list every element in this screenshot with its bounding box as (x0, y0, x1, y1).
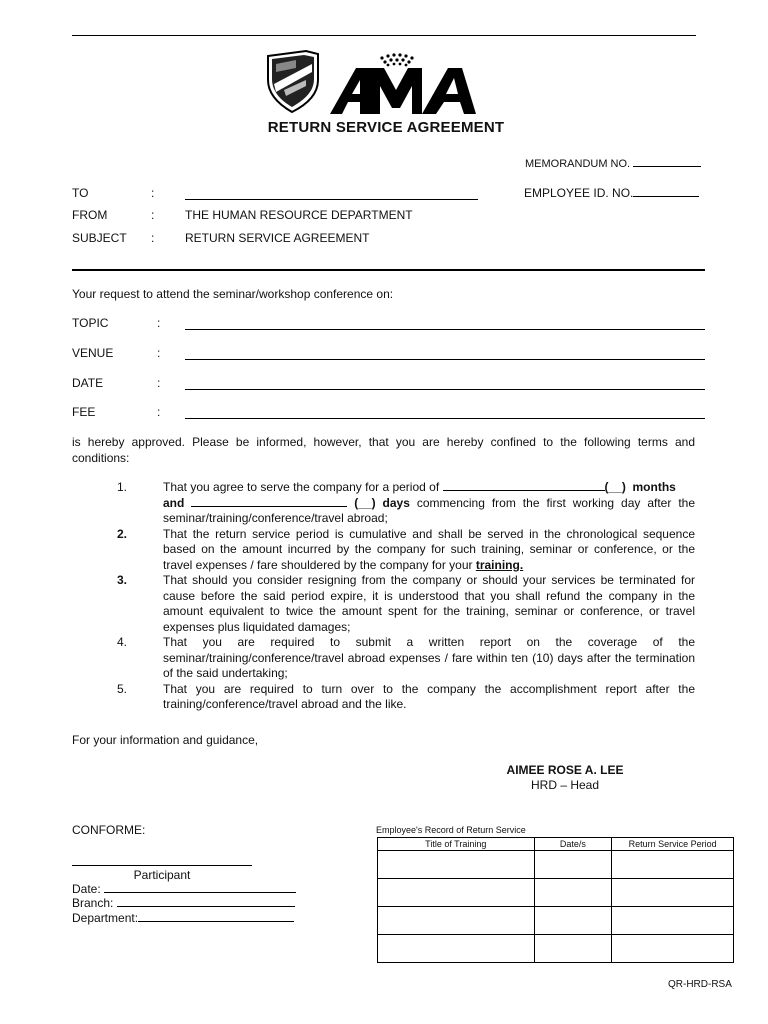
table-row (378, 935, 734, 963)
form-code: QR-HRD-RSA (668, 979, 732, 990)
date-colon: : (157, 376, 161, 390)
term-2-text: That the return service period is cumulative and shall be served in the chronological sequence based on the amount incurred by the company for such training, seminar or conference, or the travel expenses / fare shouldered by the company for your (163, 526, 695, 572)
term-item-1 (72, 480, 695, 527)
term-number: 2. (117, 526, 128, 541)
term-item-3 (72, 573, 695, 635)
term-number: 4. (117, 635, 128, 649)
topic-blank[interactable] (185, 329, 705, 330)
subject-value: RETURN SERVICE AGREEMENT (185, 231, 370, 245)
fee-blank[interactable] (185, 418, 705, 419)
venue-colon: : (157, 346, 161, 360)
conforme-date-label: Date: (72, 882, 101, 896)
term-item-5 (72, 682, 695, 713)
employee-id-blank[interactable] (633, 196, 699, 197)
term-number: 1. (117, 480, 128, 494)
table-cell[interactable] (378, 907, 535, 935)
days-blank[interactable] (191, 506, 347, 507)
ama-logo (266, 50, 478, 116)
term-2-emphasis: training. (475, 557, 524, 572)
column-header: Date/s (534, 838, 612, 851)
table-cell[interactable] (378, 851, 535, 879)
table-cell[interactable] (534, 879, 612, 907)
venue-label: VENUE (72, 346, 114, 360)
ama-wordmark-icon (330, 53, 476, 114)
header-divider (72, 269, 705, 271)
term-1-part-a: That you agree to serve the company for a period of (163, 480, 443, 494)
department-label: Department: (72, 911, 139, 925)
department-blank[interactable] (138, 921, 294, 922)
participant-label: Participant (133, 868, 191, 882)
from-value: THE HUMAN RESOURCE DEPARTMENT (185, 208, 413, 222)
fee-label: FEE (72, 405, 96, 419)
conforme-label: CONFORME: (72, 823, 146, 837)
to-colon: : (151, 186, 155, 200)
return-service-record-table (377, 837, 734, 963)
table-cell[interactable] (534, 851, 612, 879)
table-cell[interactable] (612, 935, 734, 963)
signatory-name: AIMEE ROSE A. LEE (506, 763, 624, 777)
term-text (163, 527, 695, 574)
branch-blank[interactable] (117, 906, 295, 907)
memorandum-number-field (525, 158, 701, 170)
branch-field (72, 896, 295, 910)
document-title: RETURN SERVICE AGREEMENT (267, 119, 505, 136)
table-header-row (378, 838, 734, 851)
from-label: FROM (72, 208, 108, 222)
to-label: TO (72, 186, 89, 200)
term-text: That should you consider resigning from the company or should your services be terminated for cause before the said period expire, it is understood that you shall refund the company in the amount equivalent to twice the amount spent for the training, seminar or conference, or travel expenses plus liquidated damages; (163, 573, 695, 634)
from-colon: : (151, 208, 155, 222)
date-blank[interactable] (185, 389, 705, 390)
date-label: DATE (72, 376, 104, 390)
conforme-date-blank[interactable] (104, 892, 296, 893)
memorandum-blank[interactable] (633, 166, 701, 167)
column-header: Return Service Period (612, 838, 734, 851)
table-row (378, 851, 734, 879)
record-title: Employee's Record of Return Service (376, 825, 526, 835)
topic-label: TOPIC (72, 316, 109, 330)
term-text (163, 480, 695, 527)
department-field (72, 911, 294, 925)
term-number: 5. (117, 681, 128, 696)
table-cell[interactable] (612, 879, 734, 907)
table-cell[interactable] (378, 879, 535, 907)
employee-id-field (524, 186, 699, 200)
employee-id-label: EMPLOYEE ID. NO. (524, 186, 634, 200)
table-row (378, 879, 734, 907)
table-cell[interactable] (612, 907, 734, 935)
term-1-months: (__) months (604, 480, 676, 494)
memorandum-label: MEMORANDUM NO. (525, 158, 631, 170)
closing-text: For your information and guidance, (72, 733, 259, 747)
approval-text: is hereby approved. Please be informed, however, that you are hereby confined to the following terms and conditions: (72, 435, 695, 465)
branch-label: Branch: (72, 896, 114, 910)
term-1-part-e: commencing from the first working day after the seminar/training/conference/travel abroad; (163, 495, 695, 525)
top-rule (72, 35, 696, 36)
term-1-and: and (163, 495, 192, 510)
term-text: That you are required to turn over to the company the accomplishment report after the training/conference/travel abroad and the like. (163, 681, 695, 711)
months-blank[interactable] (443, 490, 605, 491)
shield-emblem-icon (268, 51, 318, 112)
terms-list (72, 480, 695, 713)
term-number: 3. (117, 573, 128, 587)
table-cell[interactable] (534, 935, 612, 963)
participant-signature-line[interactable] (72, 865, 252, 866)
table-cell[interactable] (612, 851, 734, 879)
term-1-days: (__) days (347, 495, 410, 510)
to-blank[interactable] (185, 199, 478, 200)
term-item-4 (72, 635, 695, 682)
fee-colon: : (157, 405, 161, 419)
topic-colon: : (157, 316, 161, 330)
term-text: That you are required to submit a written report on the coverage of the seminar/training/conference/travel abroad expenses / fare within ten (10) days after the termination of the said undertaking; (163, 635, 695, 680)
signatory-position: HRD – Head (530, 778, 600, 792)
table-cell[interactable] (534, 907, 612, 935)
subject-label: SUBJECT (72, 231, 127, 245)
term-item-2 (72, 527, 695, 574)
request-text: Your request to attend the seminar/workshop conference on: (72, 287, 394, 301)
subject-colon: : (151, 231, 155, 245)
column-header: Title of Training (378, 838, 535, 851)
table-cell[interactable] (378, 935, 535, 963)
table-row (378, 907, 734, 935)
venue-blank[interactable] (185, 359, 705, 360)
conforme-date-field (72, 882, 296, 896)
